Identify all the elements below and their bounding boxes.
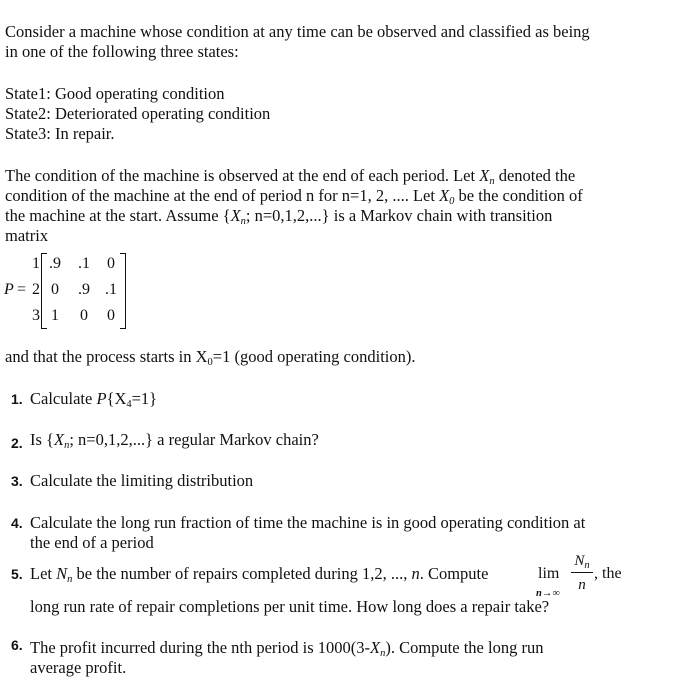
matrix-cell: 0 [107, 255, 115, 272]
question-4: 4. Calculate the long run fraction of time the machine is in good operating condition at [11, 513, 586, 532]
intro-line-1: Consider a machine whose condition at any time can be observed and classified as being [5, 22, 590, 41]
desc-line-2: condition of the machine at the end of period n for n=1, 2, .... Let X0 be the condition of [5, 186, 583, 207]
question-number: 1. [11, 391, 23, 407]
fraction-denominator: n [578, 577, 586, 593]
states-list [5, 84, 270, 144]
desc-line-1: The condition of the machine is observed at the end of each period. Let Xn denoted the [5, 166, 576, 187]
matrix-cell: .9 [49, 255, 61, 272]
question-3: 3. Calculate the limiting distribution [11, 471, 254, 490]
question-6-continued: average profit. [30, 658, 127, 677]
question-number: 4. [11, 515, 23, 531]
question-4-continued: the end of a period [30, 533, 154, 552]
matrix-cell: .1 [105, 281, 117, 298]
matrix-row-label-3: 3 [32, 307, 40, 324]
limit-operator: lim [538, 565, 560, 582]
question-number: 5. [11, 566, 23, 582]
intro-paragraph [5, 22, 590, 62]
matrix-row-label-1: 1 [32, 255, 40, 272]
question-5-tail: , the [594, 565, 622, 582]
question-6: 6. The profit incurred during the nth period is 1000(3-Xn). Compute the long run [11, 637, 544, 659]
state-3: State3: In repair. [5, 124, 115, 143]
intro-line-2: in one of the following three states: [5, 42, 239, 61]
question-number: 2. [11, 435, 23, 451]
matrix-equals: = [17, 281, 27, 298]
matrix-cell: 1 [51, 307, 59, 324]
question-5-continued: long run rate of repair completions per unit time. How long does a repair take? [30, 597, 550, 616]
desc-line-4: matrix [5, 226, 49, 245]
matrix-row-label-2: 2 [32, 281, 40, 298]
fraction-numerator: $N_n$ [574, 553, 590, 571]
matrix-cell: .1 [78, 255, 90, 272]
matrix-cell: 0 [80, 307, 88, 324]
start-condition: and that the process starts in X0=1 (good operating condition). [5, 347, 416, 368]
question-number: 6. [11, 637, 23, 653]
question-5: 5. Let Nn be the number of repairs completed during 1,2, ..., n. Compute [11, 564, 489, 585]
desc-line-3: the machine at the start. Assume {Xn; n=0,1,2,...} is a Markov chain with transition [5, 206, 553, 227]
fraction-bar [571, 572, 593, 573]
question-number: 3. [11, 473, 23, 489]
question-2: 2. Is {Xn; n=0,1,2,...} a regular Markov chain? [11, 430, 319, 451]
matrix-label: P [4, 281, 14, 298]
state-2: State2: Deteriorated operating condition [5, 104, 271, 123]
question-1: 1. Calculate P{X4=1} [11, 389, 158, 410]
matrix-cell: 0 [51, 281, 59, 298]
state-1: State1: Good operating condition [5, 84, 225, 103]
matrix-right-bracket [120, 253, 126, 329]
matrix-cell: .9 [78, 281, 90, 298]
matrix-cell: 0 [107, 307, 115, 324]
transition-matrix [4, 251, 144, 331]
limit-subscript: n→∞ [536, 588, 560, 599]
description-paragraph [5, 166, 583, 246]
